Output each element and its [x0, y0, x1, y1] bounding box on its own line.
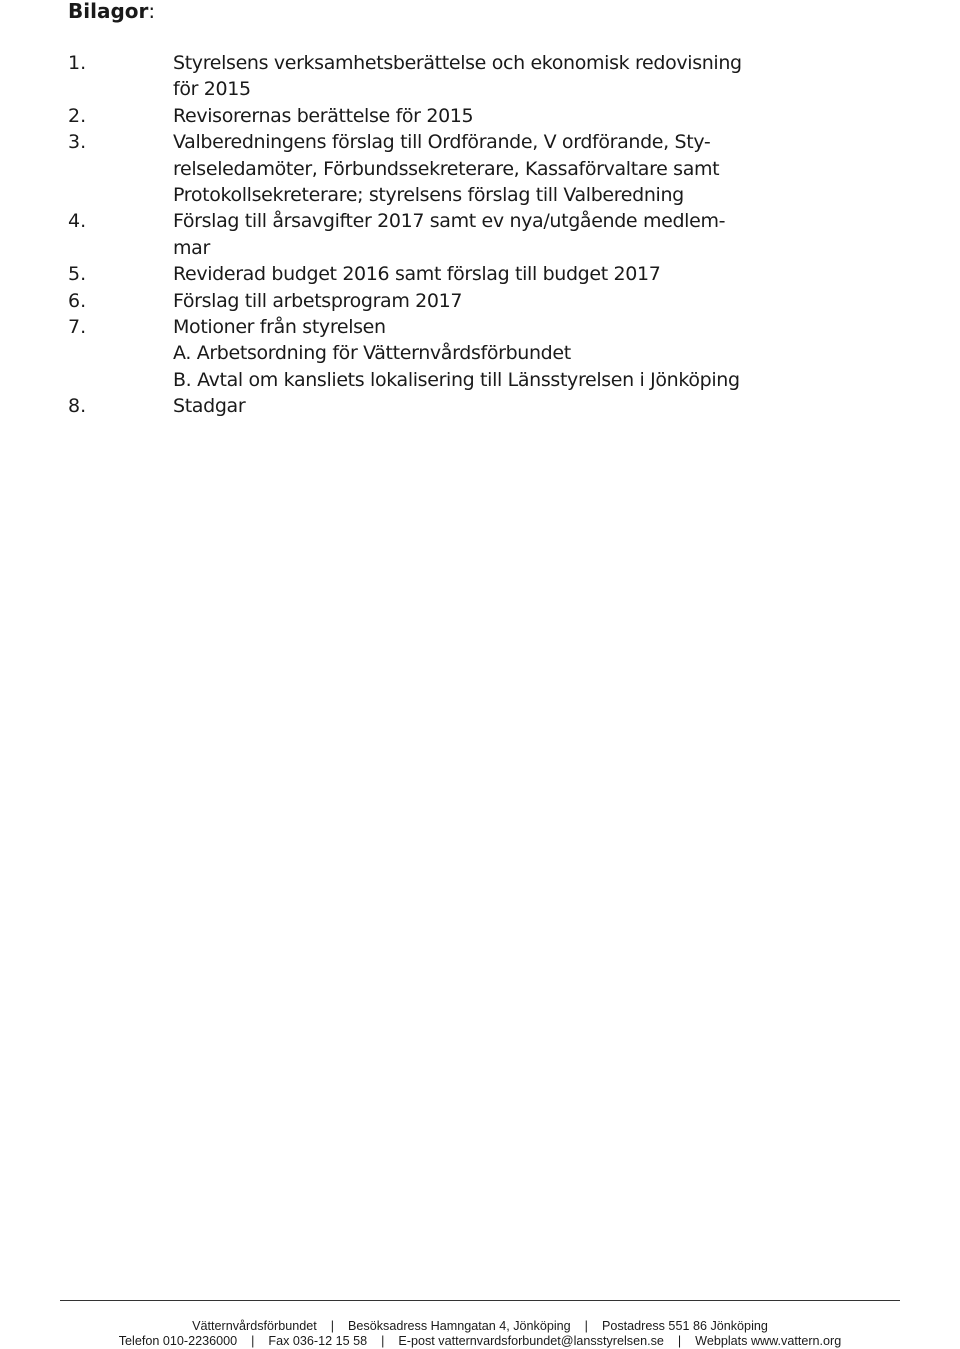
list-item-number: 8. [68, 395, 87, 418]
list-item-text: Valberedningens förslag till Ordförande, V ordförande, Sty- [173, 131, 711, 154]
list-item-text: Reviderad budget 2016 samt förslag till budget 2017 [173, 263, 661, 286]
list-item-text: Stadgar [173, 395, 246, 418]
list-item-text: Styrelsens verksamhetsberättelse och ekonomisk redovisning [173, 52, 742, 74]
list-item-number: 3. [68, 131, 87, 154]
attachments-heading-label: Bilagor [68, 0, 149, 23]
attachments-heading [68, 0, 155, 24]
footer-postal-address: Postadress 551 86 Jönköping [601, 1319, 768, 1333]
list-subitem-text: B. Avtal om kansliets lokalisering till Länsstyrelsen i Jönköping [173, 368, 740, 391]
footer-email: E-post vatternvardsforbundet@lansstyrelsen.se [398, 1334, 664, 1348]
footer-line-2 [0, 1333, 960, 1349]
footer-fax: Fax 036-12 15 58 [268, 1334, 368, 1348]
list-item-number: 1. [68, 52, 87, 74]
footer-org-name: Vätternvårdsförbundet [192, 1319, 317, 1333]
list-item-4 [68, 208, 828, 261]
list-item-text: Förslag till arbetsprogram 2017 [173, 289, 463, 312]
footer-website: Webplats www.vattern.org [695, 1334, 842, 1348]
list-item-text: för 2015 [173, 78, 251, 101]
list-item-text: Motioner från styrelsen [173, 316, 386, 339]
list-item-text: Revisorernas berättelse för 2015 [173, 104, 474, 127]
list-item-text: Protokollsekreterare; styrelsens förslag till Valberedning [173, 184, 684, 207]
list-item-7b [68, 367, 828, 393]
footer-separator: | [330, 1319, 335, 1333]
attachments-heading-colon: : [148, 0, 156, 23]
footer-phone: Telefon 010-2236000 [118, 1334, 238, 1348]
list-item-6 [68, 288, 828, 314]
list-subitem-text: A. Arbetsordning för Vätternvårdsförbundet [173, 342, 571, 365]
footer-visiting-address: Besöksadress Hamngatan 4, Jönköping [348, 1319, 571, 1333]
list-item-number: 5. [68, 263, 87, 286]
footer-separator: | [677, 1334, 682, 1348]
list-item-7 [68, 314, 828, 340]
list-item-number: 7. [68, 316, 87, 339]
list-item-1 [68, 50, 828, 103]
footer-separator: | [381, 1334, 385, 1348]
list-item-3 [68, 129, 828, 208]
list-item-text: Förslag till årsavgifter 2017 samt ev nya/utgående medlem- [173, 210, 726, 233]
list-item-7a [68, 340, 828, 366]
footer-line-1 [0, 1318, 960, 1334]
list-item-text: mar [173, 236, 210, 259]
list-item-text: relseledamöter, Förbundssekreterare, Kassaförvaltare samt [173, 157, 720, 180]
attachments-list [68, 50, 828, 420]
footer-separator: | [251, 1334, 255, 1348]
list-item-number: 2. [68, 104, 87, 127]
list-item-8 [68, 393, 828, 419]
list-item-2 [68, 103, 828, 129]
list-item-number: 4. [68, 210, 87, 233]
list-item-5 [68, 261, 828, 287]
list-item-number: 6. [68, 289, 87, 312]
footer-divider [60, 1300, 900, 1301]
footer-separator: | [584, 1319, 588, 1333]
